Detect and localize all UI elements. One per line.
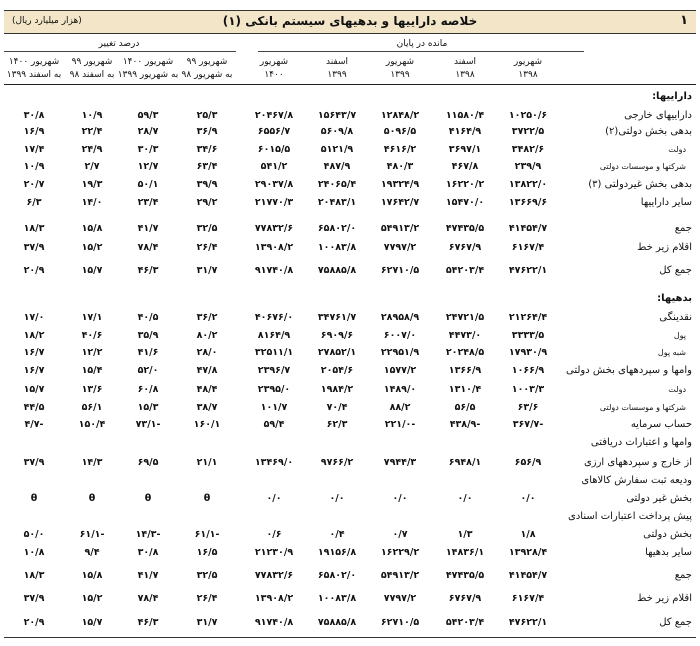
table-cell: ۱۷/۱ [81, 312, 103, 323]
table-cell: ۵۰/۰ [23, 529, 45, 540]
table-row [0, 364, 700, 378]
table-cell: ۱۸/۳ [23, 223, 45, 234]
row-label: شرکتها و موسسات دولتی [599, 162, 686, 171]
table-cell: ۷۸/۴ [137, 242, 159, 253]
table-cell: ۲۰/۹ [23, 617, 45, 628]
table-cell: θ [30, 493, 38, 504]
table-cell: ۷۳/۱- [135, 419, 161, 430]
column-header-line1: شهریور ۹۹ [186, 57, 228, 67]
row-label: جمع [674, 223, 692, 234]
column-header-line2: ۱۴۰۰ [264, 70, 284, 80]
column-header-line2: ۱۳۹۸ [455, 70, 475, 80]
row-label: شرکتها و موسسات دولتی [599, 403, 686, 412]
table-row [0, 401, 700, 415]
table-cell: ۲۴۰۶۵/۴ [317, 179, 357, 190]
table-row [0, 569, 700, 583]
table-cell: ۵۱۲۱/۹ [320, 144, 354, 155]
table-cell: ۱۵/۸ [81, 223, 103, 234]
table-cell: ۴۱/۷ [137, 223, 159, 234]
column-header [492, 56, 564, 82]
table-cell: ۱۳۸۲۲/۰ [508, 179, 548, 190]
table-row [0, 292, 700, 306]
column-header-line1: شهریور ۱۴۰۰ [8, 57, 60, 67]
table-cell: ۳۷۲۲/۵ [511, 126, 545, 137]
table-cell: ۲۹/۲ [196, 197, 218, 208]
table-cell: ۳۳۳۳/۵ [511, 330, 545, 341]
table-cell: ۱۸/۳ [23, 570, 45, 581]
column-header-line1: شهریور [513, 57, 543, 67]
change-group-header: درصد تغییر [98, 39, 140, 49]
table-cell: ۱۴/۳- [135, 529, 161, 540]
table-cell: ۲۱۲۶۴/۴ [508, 312, 548, 323]
table-cell: ۶۵۸۰۲/۰ [317, 223, 357, 234]
column-header [301, 56, 373, 82]
table-cell: ۵۲/۰ [137, 365, 159, 376]
table-cell: ۴۸۰/۳ [386, 161, 414, 172]
table-cell: ۱۳۹۰۸/۲ [254, 242, 294, 253]
table-cell: ۲۱/۱ [196, 457, 218, 468]
column-header-line1: شهریور ۹۹ [71, 57, 113, 67]
table-cell: ۱۹۳۲۴/۹ [380, 179, 420, 190]
table-cell: ۵۹/۴ [263, 419, 285, 430]
table-cell: ۲۰۲۴۸/۵ [445, 347, 485, 358]
table-cell: ۲۶/۴ [196, 242, 218, 253]
table-cell: ۸۱۶۴/۹ [257, 330, 291, 341]
row-label: نقدینگی [659, 312, 692, 323]
row-label: دولت [668, 145, 686, 154]
table-row [0, 418, 700, 432]
table-cell: ۱۹۸۴/۲ [320, 384, 354, 395]
table-cell: ۴۱/۷ [137, 570, 159, 581]
table-cell: ۹۱۷۴۰/۸ [254, 617, 294, 628]
table-bottom-rule [4, 637, 696, 638]
table-cell: ۵۶/۱ [81, 402, 103, 413]
table-cell: ۱۵/۲ [81, 242, 103, 253]
column-header-line2: به اسفند ۹۸ [69, 70, 115, 80]
table-cell: ۳۱/۷ [196, 617, 218, 628]
table-number: ۱ [680, 13, 688, 28]
table-cell: ۲۴/۹ [81, 144, 103, 155]
table-cell: ۲۳/۴ [137, 197, 159, 208]
column-header-line2: به اسفند ۱۳۹۹ [6, 70, 62, 80]
table-cell: ۲۷۸۵۲/۱ [317, 347, 357, 358]
table-cell: ۱/۸ [520, 529, 536, 540]
table-cell: ۵۹/۳ [137, 110, 159, 121]
row-label: جمع کل [659, 617, 692, 628]
table-row [0, 346, 700, 360]
column-header-line2: به شهریور ۹۸ [181, 70, 233, 80]
table-cell: ۲۱۷۷۰/۳ [254, 197, 294, 208]
table-cell: ۱۵۴۷۰/۰ [445, 197, 485, 208]
table-cell: ۴۶۱۶/۲ [383, 144, 417, 155]
table-cell: ۳۷/۹ [23, 593, 45, 604]
table-cell: ۱۵۰/۴ [78, 419, 106, 430]
table-cell: ۰/۷ [392, 529, 408, 540]
row-label: سایر بدهیها [645, 547, 692, 558]
table-cell: ۴۶۷/۸ [451, 161, 479, 172]
table-cell: ۷۹۴۴/۳ [383, 457, 417, 468]
table-cell: ۶/۳ [26, 197, 42, 208]
table-cell: ۱۵۷۷/۲ [383, 365, 417, 376]
table-cell: ۳۲/۵ [196, 570, 218, 581]
table-cell: ۱۰۰۳/۳ [511, 384, 545, 395]
table-cell: ۷۷۸۳۲/۶ [254, 223, 294, 234]
table-cell: ۶۹/۵ [137, 457, 159, 468]
table-cell: ۲۲/۴ [81, 126, 103, 137]
table-cell: ۳۶۷/۷- [512, 419, 544, 430]
table-cell: ۴۸۷/۹ [323, 161, 351, 172]
table-cell: ۷۷۸۳۲/۶ [254, 570, 294, 581]
table-cell: ۲۱۲۳۰/۹ [254, 547, 294, 558]
row-label: پیش پرداخت اعتبارات اسنادی [568, 511, 692, 522]
table-cell: ۳۹/۹ [196, 179, 218, 190]
table-cell: ۱۰۶۶/۹ [511, 365, 545, 376]
table-cell: ۱۳/۶ [81, 384, 103, 395]
column-header [364, 56, 436, 82]
table-cell: ۳۴/۶ [196, 144, 218, 155]
table-cell: ۱۳۶۶۹/۶ [508, 197, 548, 208]
table-cell: ۴۳۸/۹- [449, 419, 481, 430]
table-cell: ۲۳۹۵/۰ [257, 384, 291, 395]
table-cell: ۶۹۰۹/۶ [320, 330, 354, 341]
change-group-rule [4, 51, 236, 52]
row-label: بخش دولتی [643, 529, 692, 540]
table-cell: ۴۸/۴ [196, 384, 218, 395]
table-row [0, 616, 700, 630]
table-cell: ۱۶/۹ [23, 126, 45, 137]
table-cell: ۱۳۹۲۸/۴ [508, 547, 548, 558]
table-cell: ۱۲۸۴۸/۲ [380, 110, 420, 121]
row-label: سایر داراییها [640, 197, 692, 208]
table-cell: ۶۷۶۷/۹ [448, 242, 482, 253]
table-cell: ۴۱۴۵۴/۷ [508, 570, 548, 581]
table-row [0, 474, 700, 488]
table-cell: ۳۶۹۷/۱ [448, 144, 482, 155]
table-cell: ۱۸/۲ [23, 330, 45, 341]
table-cell: ۰/۴ [329, 529, 345, 540]
table-cell: ۰/۰ [392, 493, 408, 504]
table-cell: ۱۵۶۴۳/۷ [317, 110, 357, 121]
table-cell: θ [88, 493, 96, 504]
table-row [0, 264, 700, 278]
table-cell: ۶۰/۸ [137, 384, 159, 395]
table-cell: θ [203, 493, 211, 504]
table-cell: ۳۷/۹ [23, 457, 45, 468]
table-cell: ۲۸۹۵۸/۹ [380, 312, 420, 323]
table-cell: ۱۰۲۵۰/۶ [508, 110, 548, 121]
table-cell: ۱۷/۴ [23, 144, 45, 155]
table-cell: ۶۵۸۰۲/۰ [317, 570, 357, 581]
table-cell: ۴۷۴۳۵/۵ [445, 223, 485, 234]
column-header [429, 56, 501, 82]
table-row [0, 329, 700, 343]
table-cell: ۱۷/۰ [23, 312, 45, 323]
table-cell: ۷۷۹۷/۲ [383, 242, 417, 253]
table-cell: ۱۲/۲ [81, 347, 103, 358]
column-header-line1: اسفند [453, 57, 477, 67]
table-cell: ۴۱۶۴/۹ [448, 126, 482, 137]
row-label: بدهی بخش غیردولتی (۳) [588, 179, 692, 190]
table-cell: ۲۲۱/۰- [384, 419, 416, 430]
table-cell: ۱۰۰۸۳/۸ [317, 242, 357, 253]
table-cell: ۴۷۴۳۵/۵ [445, 570, 485, 581]
table-row [0, 592, 700, 606]
table-cell: ۱۶/۷ [23, 365, 45, 376]
table-cell: ۴۴۷۳/۰ [448, 330, 482, 341]
table-cell: ۴/۷- [24, 419, 44, 430]
table-cell: ۴۰/۵ [137, 312, 159, 323]
table-cell: ۸۸/۲ [389, 402, 411, 413]
table-cell: ۳۶/۲ [196, 312, 218, 323]
table-cell: ۴۷۶۲۲/۱ [508, 617, 548, 628]
table-cell: ۴۰۶۷۶/۰ [254, 312, 294, 323]
table-cell: ۷۷۹۷/۲ [383, 593, 417, 604]
table-cell: ۶۱۶۷/۴ [511, 593, 545, 604]
table-cell: ۲۹۰۳۷/۸ [254, 179, 294, 190]
table-cell: ۱۶/۷ [23, 347, 45, 358]
table-cell: ۱۷۶۴۲/۷ [380, 197, 420, 208]
row-label: شبه پول [657, 348, 686, 357]
table-row [0, 90, 700, 104]
table-cell: ۱۰/۸ [23, 547, 45, 558]
table-cell: ۵۴۹۱۳/۲ [380, 570, 420, 581]
balance-group-rule [258, 51, 584, 52]
table-row [0, 528, 700, 542]
table-cell: ۱/۳ [457, 529, 473, 540]
table-cell: ۰/۰ [520, 493, 536, 504]
table-cell: ۶۱/۱- [194, 529, 220, 540]
table-cell: ۳۲۵۱۱/۱ [254, 347, 294, 358]
table-cell: ۱۳۱۰/۴ [448, 384, 482, 395]
table-cell: ۶۵۶/۹ [514, 457, 542, 468]
column-header-line1: شهریور [385, 57, 415, 67]
table-cell: ۲۰۵۴/۶ [320, 365, 354, 376]
table-row [0, 436, 700, 450]
table-cell: ۱۹/۳ [81, 179, 103, 190]
table-row [0, 492, 700, 506]
table-cell: ۲۳۹/۹ [514, 161, 542, 172]
table-cell: ۵۴۹۱۳/۲ [380, 223, 420, 234]
row-label: وامها و سپردههای بخش دولتی [566, 365, 692, 376]
table-cell: ۲۰/۹ [23, 265, 45, 276]
table-cell: ۲۴۷۲۱/۵ [445, 312, 485, 323]
table-cell: ۰/۰ [329, 493, 345, 504]
table-cell: ۶۲۷۱۰/۵ [380, 265, 420, 276]
column-header-line2: ۱۳۹۹ [390, 70, 410, 80]
table-cell: ۴۶/۳ [137, 617, 159, 628]
table-cell: ۴۷/۸ [196, 365, 218, 376]
table-cell: ۶۰۰۷/۰ [383, 330, 417, 341]
table-cell: ۷۵۸۸۵/۸ [317, 265, 357, 276]
row-label: اقلام زیر خط [637, 593, 692, 604]
table-cell: ۱۳۶۶/۹ [448, 365, 482, 376]
table-cell: ۴۱۴۵۴/۷ [508, 223, 548, 234]
table-cell: ۲۰۴۸۳/۱ [317, 197, 357, 208]
table-cell: ۶۲۷۱۰/۵ [380, 617, 420, 628]
table-cell: ۶۲/۳ [326, 419, 348, 430]
table-cell: ۲۲۹۵۱/۹ [380, 347, 420, 358]
table-cell: ۱۴/۳ [81, 457, 103, 468]
table-cell: ۱۴۸۳۶/۱ [445, 547, 485, 558]
table-cell: ۱۵/۸ [81, 570, 103, 581]
column-header [238, 56, 310, 82]
table-cell: ۱۶۲۲۹/۲ [380, 547, 420, 558]
table-row [0, 456, 700, 470]
table-cell: ۱۷۹۳۰/۹ [508, 347, 548, 358]
table-cell: ۵۶/۵ [454, 402, 476, 413]
row-label: حساب سرمایه [630, 419, 692, 430]
table-cell: ۲۸/۷ [137, 126, 159, 137]
table-cell: ۰/۰ [457, 493, 473, 504]
table-cell: θ [144, 493, 152, 504]
table-cell: ۹/۴ [84, 547, 100, 558]
table-cell: ۳۰/۸ [23, 110, 45, 121]
column-header-line2: ۱۳۹۸ [518, 70, 538, 80]
balance-group-header: مانده در پایان [396, 39, 448, 49]
table-row [0, 241, 700, 255]
row-label: از خارج و سپردههای ارزی [583, 457, 692, 468]
table-cell: ۶۱/۱- [79, 529, 105, 540]
table-cell: ۵۴۲۰۳/۴ [445, 617, 485, 628]
table-cell: ۵۰۹۶/۵ [383, 126, 417, 137]
table-cell: ۱۰/۹ [23, 161, 45, 172]
table-cell: ۲۰/۷ [23, 179, 45, 190]
table-cell: ۴۴/۵ [23, 402, 45, 413]
table-cell: ۴۱/۶ [137, 347, 159, 358]
table-cell: ۱۳۹۰۸/۲ [254, 593, 294, 604]
table-row [0, 311, 700, 325]
table-cell: ۱۵/۲ [81, 593, 103, 604]
table-row [0, 383, 700, 397]
table-cell: ۹۷۶۶/۲ [320, 457, 354, 468]
table-title: خلاصه داراییها و بدهیهای سیستم بانکی (۱) [222, 14, 478, 28]
row-label: داراییهای خارجی [624, 110, 692, 121]
table-cell: ۱۰۱/۷ [260, 402, 288, 413]
row-label: جمع [674, 570, 692, 581]
table-cell: ۴۰/۶ [81, 330, 103, 341]
row-label: پول [673, 331, 686, 340]
table-row [0, 160, 700, 174]
table-cell: ۷۸/۴ [137, 593, 159, 604]
table-cell: ۳۶/۹ [196, 126, 218, 137]
table-cell: ۳۰/۳ [137, 144, 159, 155]
table-cell: ۰/۰ [266, 493, 282, 504]
table-cell: ۶۷۶۷/۹ [448, 593, 482, 604]
table-cell: ۳۰/۸ [137, 547, 159, 558]
table-cell: ۱۰/۹ [81, 110, 103, 121]
table-row [0, 109, 700, 123]
table-cell: ۸۰/۲ [196, 330, 218, 341]
table-cell: ۵۰/۱ [137, 179, 159, 190]
table-cell: ۵۶۰۹/۸ [320, 126, 354, 137]
table-cell: ۶۰۱۵/۵ [257, 144, 291, 155]
table-cell: ۳۴۸۲/۶ [511, 144, 545, 155]
table-cell: ۴۶/۳ [137, 265, 159, 276]
table-cell: ۱۵/۷ [81, 617, 103, 628]
table-cell: ۱۶۲۲۰/۲ [445, 179, 485, 190]
table-cell: ۳۱/۷ [196, 265, 218, 276]
table-cell: ۷۰/۴ [326, 402, 348, 413]
table-cell: ۱۵/۷ [23, 384, 45, 395]
table-row [0, 143, 700, 157]
table-row [0, 196, 700, 210]
table-cell: ۲۳۹۶/۷ [257, 365, 291, 376]
title-bar [4, 10, 696, 34]
table-cell: ۶۳/۶ [517, 402, 539, 413]
row-label: داراییها: [652, 91, 692, 102]
row-label: وامها و اعتبارات دریافتی [590, 437, 692, 448]
table-cell: ۴۷۶۲۲/۱ [508, 265, 548, 276]
table-cell: ۱۹۱۵۶/۸ [317, 547, 357, 558]
row-label: بدهیها: [657, 293, 692, 304]
table-cell: ۶۱۶۷/۴ [511, 242, 545, 253]
table-cell: ۱۵/۳ [137, 402, 159, 413]
table-cell: ۲۶/۴ [196, 593, 218, 604]
table-cell: ۲/۷ [84, 161, 100, 172]
table-cell: ۶۵۵۶/۷ [257, 126, 291, 137]
table-row [0, 222, 700, 236]
row-label: جمع کل [659, 265, 692, 276]
table-cell: ۳۴۷۶۱/۷ [317, 312, 357, 323]
table-cell: ۵۴۱/۲ [260, 161, 288, 172]
table-cell: ۷۵۸۸۵/۸ [317, 617, 357, 628]
table-cell: ۱۶/۵ [196, 547, 218, 558]
table-row [0, 178, 700, 192]
row-label: بدهی بخش دولتی(۲) [605, 126, 692, 137]
table-cell: ۳۷/۹ [23, 242, 45, 253]
table-cell: ۱۱۵۸۰/۴ [445, 110, 485, 121]
table-cell: ۲۰۴۶۷/۸ [254, 110, 294, 121]
table-cell: ۹۱۷۴۰/۸ [254, 265, 294, 276]
table-row [0, 546, 700, 560]
table-cell: ۱۰۰۸۳/۸ [317, 593, 357, 604]
row-label: بخش غیر دولتی [626, 493, 692, 504]
column-header-line2: ۱۳۹۹ [327, 70, 347, 80]
row-label: دولت [668, 385, 686, 394]
table-row [0, 510, 700, 524]
column-header [0, 56, 70, 82]
column-header-line1: شهریور [259, 57, 289, 67]
table-cell: ۱۳۴۶۹/۰ [254, 457, 294, 468]
table-cell: ۱۶۰/۱ [193, 419, 221, 430]
table-cell: ۵۴۲۰۳/۴ [445, 265, 485, 276]
table-cell: ۱۵/۷ [81, 265, 103, 276]
table-cell: ۲۸/۰ [196, 347, 218, 358]
table-cell: ۶۳/۴ [196, 161, 218, 172]
table-cell: ۲۵/۳ [196, 110, 218, 121]
header-bottom-rule [4, 84, 696, 85]
column-header-line2: به شهریور ۱۳۹۹ [117, 70, 179, 80]
column-header-line1: اسفند [325, 57, 349, 67]
table-cell: ۳۲/۵ [196, 223, 218, 234]
unit-label: (هزار میلیارد ریال) [12, 16, 82, 26]
table-cell: ۱۴/۰ [81, 197, 103, 208]
table-cell: ۱۴۸۹/۰ [383, 384, 417, 395]
table-cell: ۳۵/۹ [137, 330, 159, 341]
table-cell: ۱۲/۷ [137, 161, 159, 172]
column-header-line1: شهریور ۱۴۰۰ [122, 57, 174, 67]
table-cell: ۶۹۴۸/۱ [448, 457, 482, 468]
table-row [0, 125, 700, 139]
row-label: اقلام زیر خط [637, 242, 692, 253]
table-cell: ۰/۶ [266, 529, 282, 540]
row-label: ودیعه ثبت سفارش کالاهای [581, 475, 692, 486]
table-cell: ۳۸/۷ [196, 402, 218, 413]
table-cell: ۱۵/۴ [81, 365, 103, 376]
